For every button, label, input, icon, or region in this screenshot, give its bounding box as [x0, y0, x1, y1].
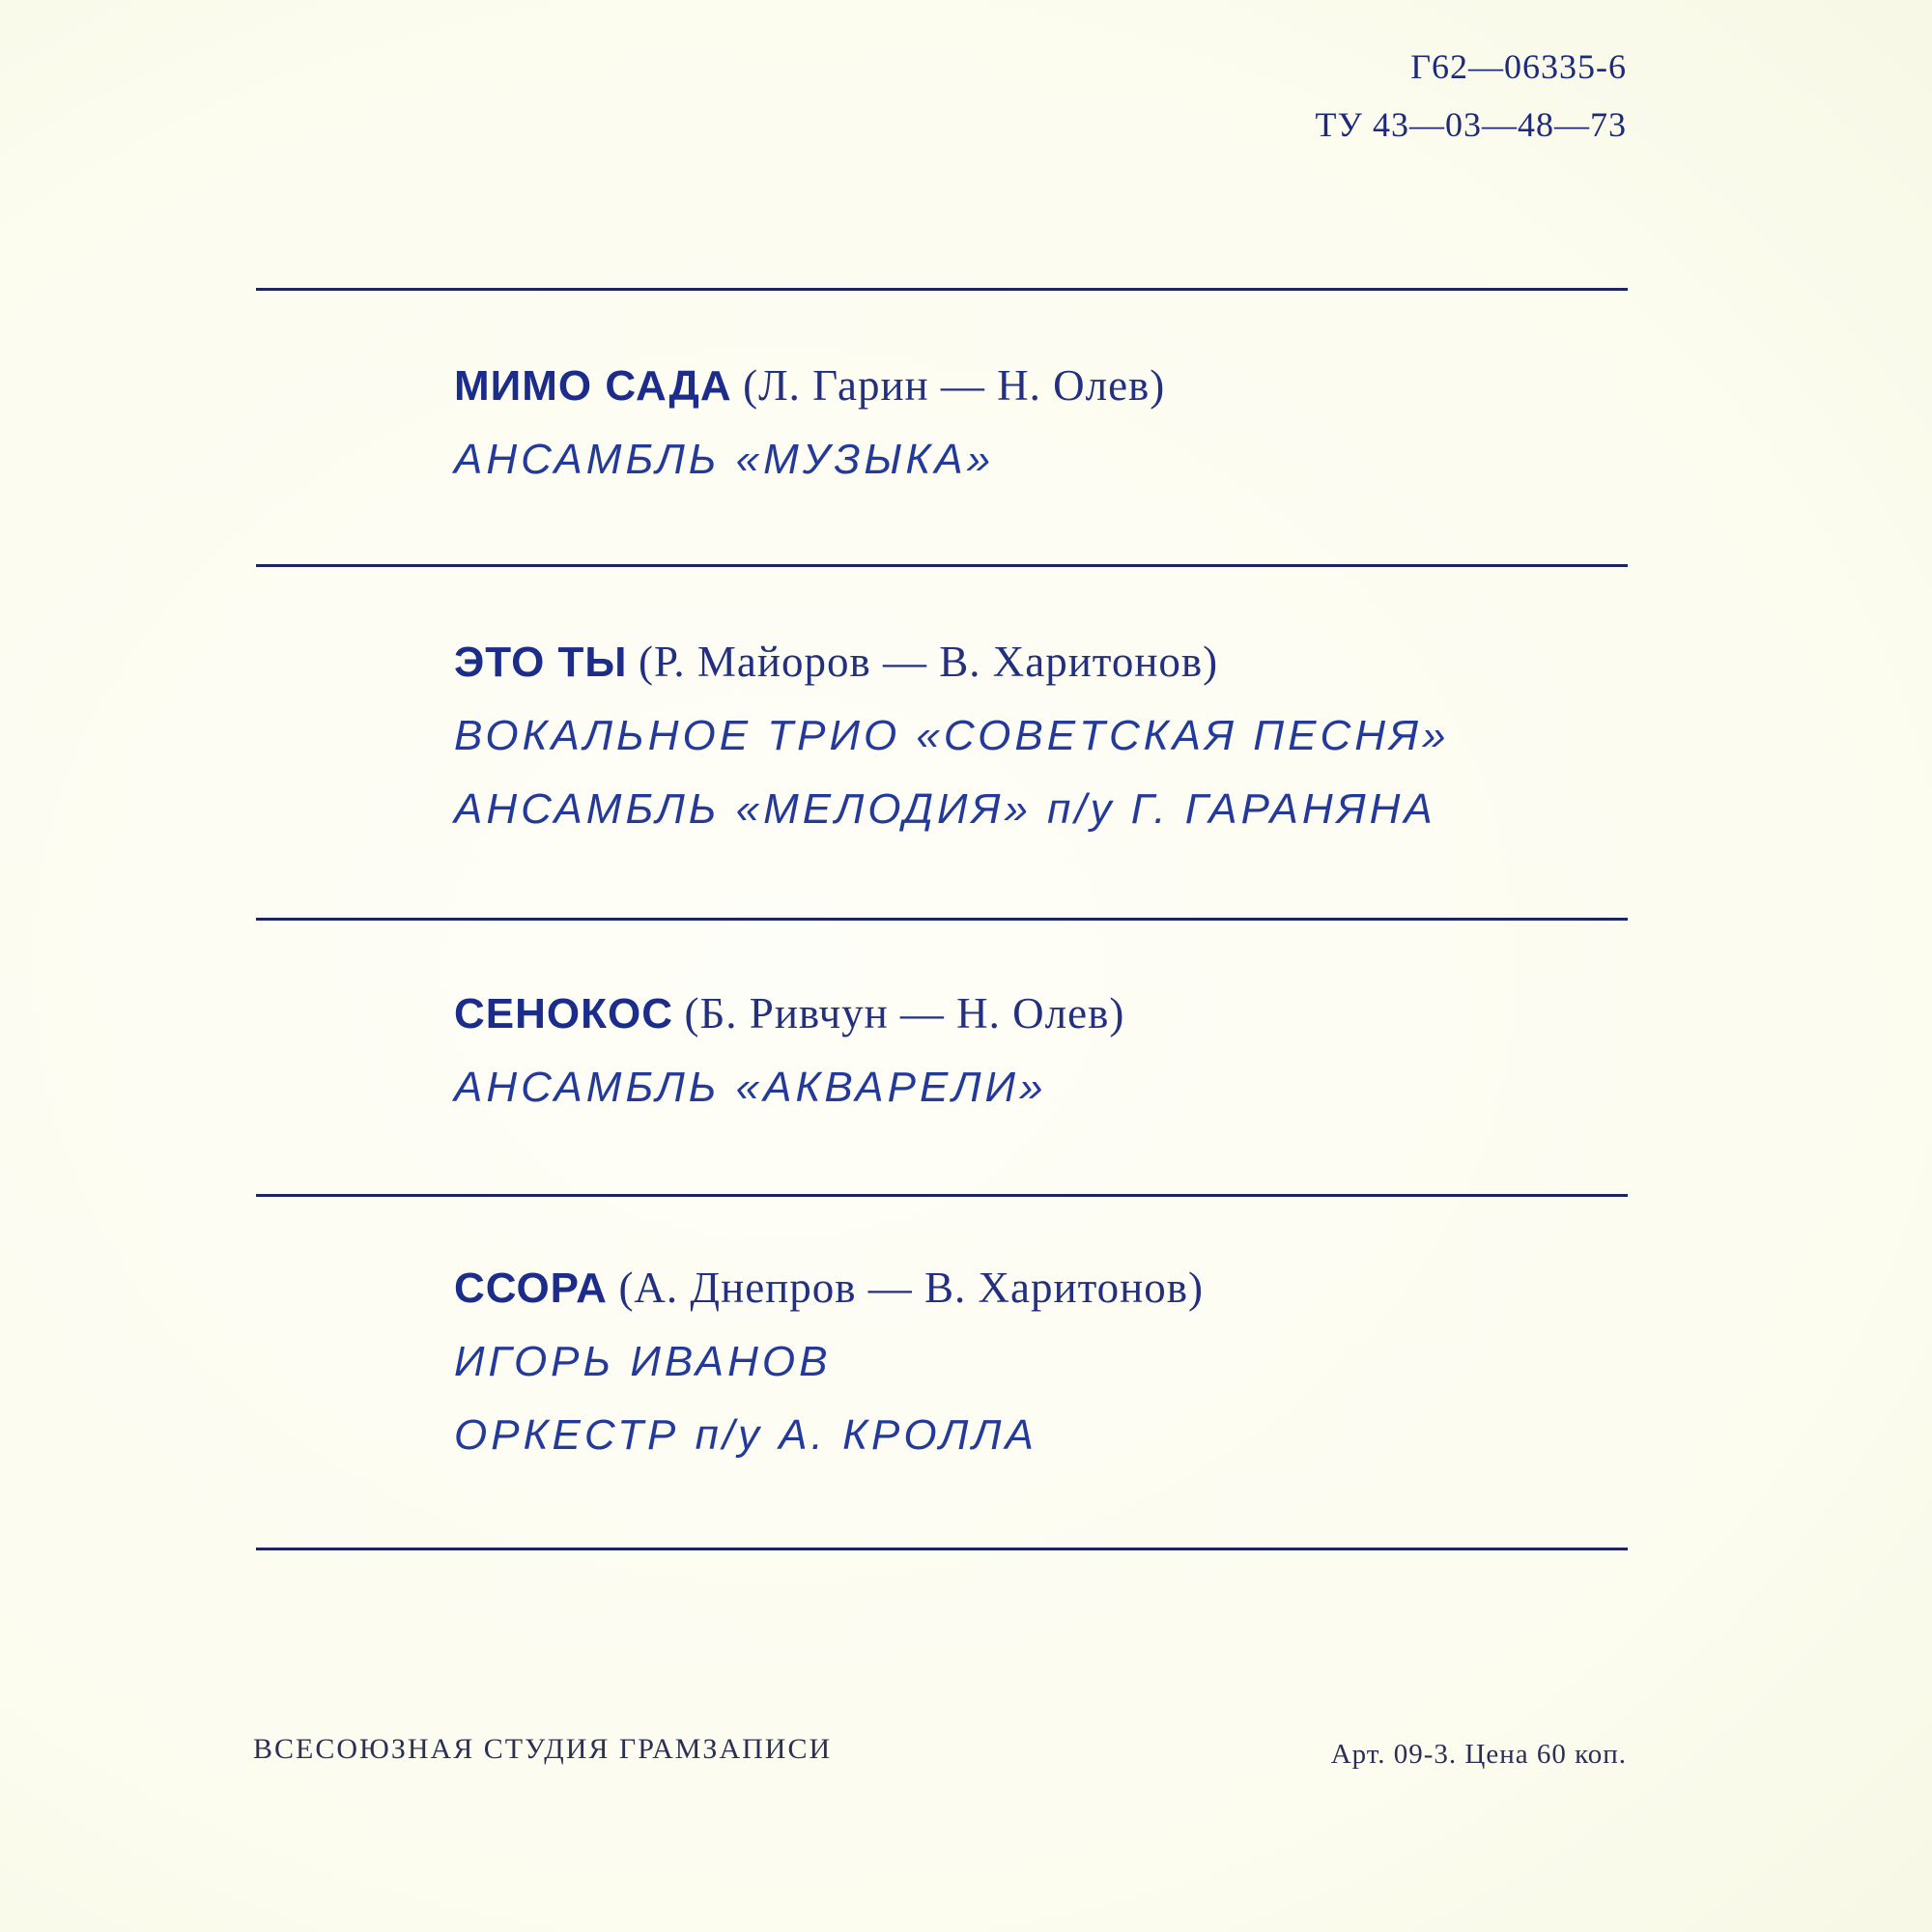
song-credits: (Л. Гарин — Н. Олев) [743, 361, 1166, 410]
performer: ОРКЕСТР п/у А. КРОЛЛА [454, 1411, 1037, 1459]
performer: ВОКАЛЬНОЕ ТРИО «СОВЕТСКАЯ ПЕСНЯ» [454, 712, 1450, 759]
performer: АНСАМБЛЬ «АКВАРЕЛИ» [454, 1064, 1047, 1111]
divider-rule [256, 918, 1628, 921]
song-credits: (А. Днепров — В. Харитонов) [618, 1264, 1204, 1312]
studio-name: ВСЕСОЮЗНАЯ СТУДИЯ ГРАМЗАПИСИ [253, 1733, 833, 1765]
track-title-line [454, 987, 1124, 1038]
track-1 [454, 359, 1165, 484]
song-title: ССОРА [454, 1264, 608, 1312]
catalog-number: Г62—06335-6 [1410, 47, 1627, 86]
track-3 [454, 987, 1124, 1112]
song-title: СЕНОКОС [454, 990, 673, 1037]
song-title: ЭТО ТЫ [454, 639, 628, 686]
divider-rule [256, 564, 1628, 567]
technical-standard: ТУ 43—03—48—73 [1315, 105, 1627, 144]
performer: АНСАМБЛЬ «МУЗЫКА» [454, 436, 995, 483]
track-title-line [454, 1262, 1204, 1313]
article-price: Арт. 09-3. Цена 60 коп. [1330, 1739, 1627, 1770]
performer: ИГОРЬ ИВАНОВ [454, 1338, 832, 1385]
track-title-line [454, 636, 1449, 687]
track-2 [454, 636, 1449, 834]
divider-rule [256, 1194, 1628, 1197]
song-title: МИМО САДА [454, 362, 732, 410]
track-title-line [454, 359, 1165, 411]
divider-rule [256, 288, 1628, 291]
song-credits: (Б. Ривчун — Н. Олев) [684, 989, 1125, 1037]
performer: АНСАМБЛЬ «МЕЛОДИЯ» п/у Г. ГАРАНЯНА [454, 785, 1436, 833]
song-credits: (Р. Майоров — В. Харитонов) [639, 638, 1219, 686]
divider-rule [256, 1548, 1628, 1550]
track-4 [454, 1262, 1204, 1460]
